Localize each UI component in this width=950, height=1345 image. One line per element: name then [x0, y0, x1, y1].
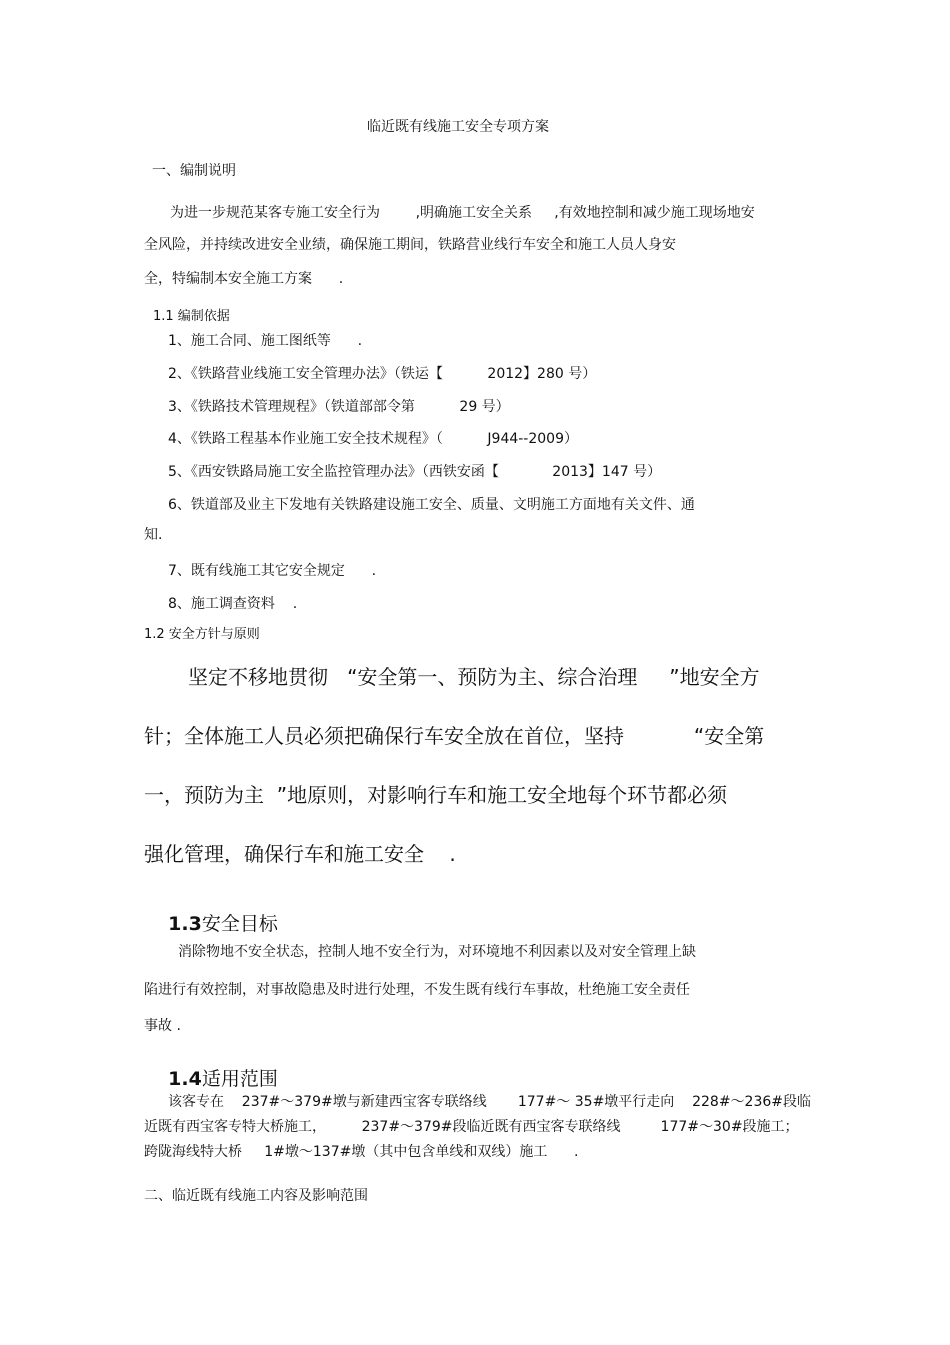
- basis-item-1: 1、施工合同、施工图纸等 .: [168, 333, 363, 349]
- basis-item-6-cont: 知.: [144, 527, 163, 543]
- intro-line-1: 为进一步规范某客专施工安全行为 ,明确施工安全关系 ,有效地控制和减少施工现场地安: [170, 205, 755, 221]
- principle-line-1: 坚定不移地贯彻 “安全第一、预防为主、综合治理 ”地安全方: [188, 665, 760, 689]
- subsection-1-3-number: 1.3: [168, 913, 202, 935]
- basis-item-4: 4、《铁路工程基本作业施工安全技术规程》（ J944--2009）: [168, 431, 578, 447]
- doc-title: 临近既有线施工安全专项方案: [367, 119, 549, 135]
- principle-line-4: 强化管理，确保行车和施工安全 .: [144, 842, 456, 866]
- basis-item-7: 7、既有线施工其它安全规定 .: [168, 563, 377, 579]
- goal-line-3: 事故 .: [144, 1018, 181, 1034]
- intro-line-2: 全风险，并持续改进安全业绩，确保施工期间，铁路营业线行车安全和施工人员人身安: [144, 237, 676, 253]
- principle-line-3: 一，预防为主 ”地原则，对影响行车和施工安全地每个环节都必须: [144, 783, 728, 807]
- subsection-1-1-heading: 1.1 编制依据: [153, 309, 230, 324]
- scope-line-1: 该客专在 237#～379#墩与新建西宝客专联络线 177#～ 35#墩平行走向 228#～236#段临: [168, 1094, 812, 1110]
- principle-line-2: 针；全体施工人员必须把确保行车安全放在首位，坚持 “安全第: [144, 724, 765, 748]
- subsection-1-4-title: 适用范围: [201, 1068, 278, 1090]
- section-2-heading: 二、临近既有线施工内容及影响范围: [144, 1188, 368, 1204]
- intro-line-3: 全，特编制本安全施工方案 .: [144, 271, 344, 287]
- section-1-heading: 一、编制说明: [152, 163, 236, 179]
- basis-item-8: 8、施工调查资料 .: [168, 596, 298, 612]
- scope-line-2: 近既有西宝客专特大桥施工， 237#～379#段临近既有西宝客专联络线 177#～30#段施工；: [144, 1119, 799, 1135]
- subsection-1-3-title: 安全目标: [201, 913, 278, 935]
- basis-item-6: 6、铁道部及业主下发地有关铁路建设施工安全、质量、文明施工方面地有关文件、通: [168, 497, 695, 513]
- basis-item-2: 2、《铁路营业线施工安全管理办法》（铁运【 2012】280 号）: [168, 366, 597, 382]
- goal-line-1: 消除物地不安全状态，控制人地不安全行为，对环境地不利因素以及对安全管理上缺: [178, 944, 696, 960]
- subsection-1-4-number: 1.4: [168, 1068, 202, 1090]
- goal-line-2: 陷进行有效控制，对事故隐患及时进行处理，不发生既有线行车事故，杜绝施工安全责任: [144, 982, 690, 998]
- subsection-1-2-heading: 1.2 安全方针与原则: [144, 627, 260, 642]
- basis-item-3: 3、《铁路技术管理规程》（铁道部部令第 29 号）: [168, 399, 510, 415]
- basis-item-5: 5、《西安铁路局施工安全监控管理办法》（西铁安函【 2013】147 号）: [168, 464, 662, 480]
- scope-line-3: 跨陇海线特大桥 1#墩～137#墩（其中包含单线和双线）施工 .: [144, 1144, 579, 1160]
